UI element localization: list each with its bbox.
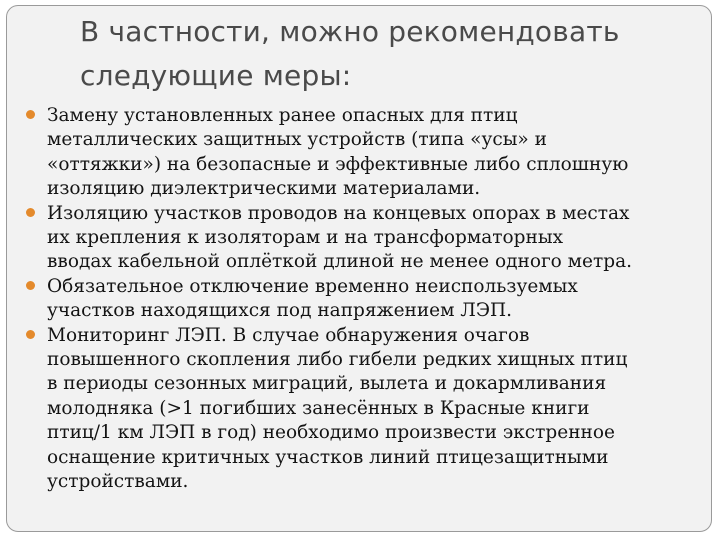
bullet-text: Мониторинг ЛЭП. В случае обнаружения очагов повышенного скопления либо гибели редких хищных птиц в периоды сезонных миграций, вылета и докармливания молодняка (>1 погибших занесённых в Красные книги птиц/1 км ЛЭП в год) необходимо произвести экстренное оснащение критичных участков линий птицезащитными устройствами. [47,324,628,493]
bullet-text: Изоляцию участков проводов на концевых опорах в местах их крепления к изоляторам и на трансформаторных вводах кабельной оплёткой длиной не менее одного метра. [47,202,632,273]
list-item [20,202,710,275]
list-item [20,104,710,202]
bullet-text: Замену установленных ранее опасных для птиц металлических защитных устройств (типа «усы» и «оттяжки») на безопасные и эффективные либо сплошную изоляцию диэлектрическими материалами. [47,105,629,200]
list-item [20,275,710,324]
orange-bullet-icon [26,110,35,119]
slide-title: В частности, можно рекомендовать следующие меры: [80,15,620,92]
list-item [20,324,710,495]
orange-bullet-icon [26,330,35,339]
bullet-list [20,104,710,495]
orange-bullet-icon [26,208,35,217]
orange-bullet-icon [26,281,35,290]
bullet-text: Обязательное отключение временно неиспользуемых участков находящихся под напряжением ЛЭП. [47,275,578,322]
